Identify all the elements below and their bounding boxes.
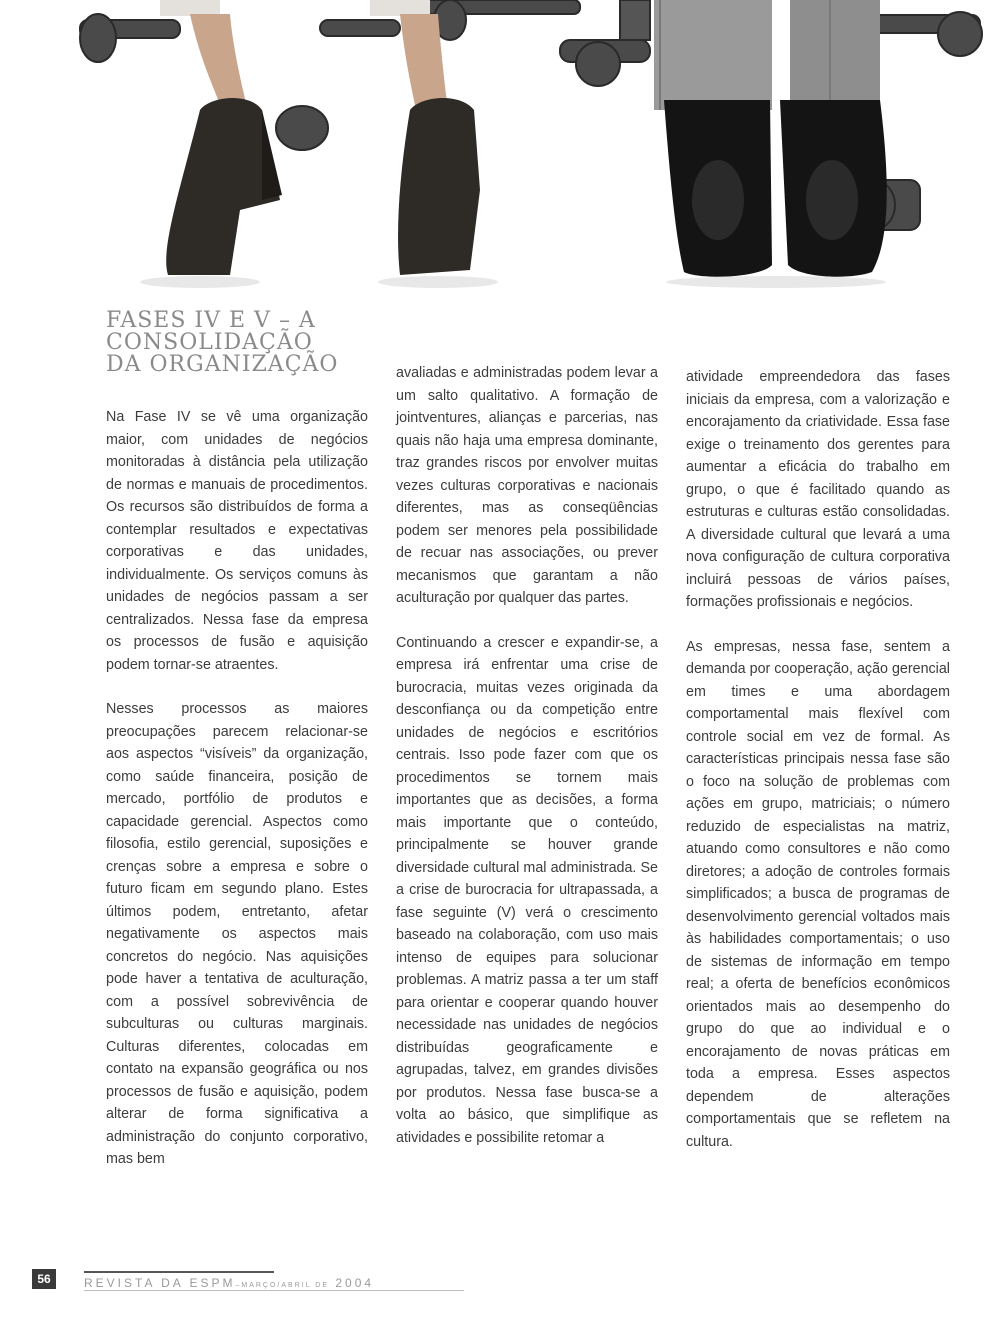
text-column-1 <box>106 406 368 1193</box>
text-column-2 <box>396 362 658 1171</box>
page-number: 56 <box>32 1269 56 1289</box>
heading-line-2: CONSOLIDAÇÃO <box>106 330 313 355</box>
heading-line-3: DA ORGANIZAÇÃO <box>106 352 339 377</box>
issue-date: –MARÇO/ABRIL DE <box>235 1282 330 1289</box>
paragraph: As empresas, nessa fase, sentem a demanda por cooperação, ação gerencial em times e uma abordagem comportamental mais flexível com controle social em vez de formal. As características principais nessa fase são o foco na solução de problemas com ações em grupo, matriciais; o número reduzido de especialistas na matriz, atuando como consultores e não como diretores; a adoção de controles formais simplificados; a busca de programas de desenvolvimento gerencial voltados mais às habilidades comportamentais; o uso de sistemas de informação em tempo real; a oferta de benefícios econômicos orientados mais ao desempenho do grupo do que ao individual e o encorajamento de novas práticas em toda a empresa. Esses aspectos dependem de alterações comportamentais que se refletem na cultura. <box>686 638 950 1150</box>
issue-year: 2004 <box>335 1276 375 1290</box>
magazine-info <box>84 1276 374 1290</box>
paragraph: Nesses processos as maiores preocupações parecem relacionar-se aos aspectos “visíveis” da organização, como saúde financeira, posição de mercado, portfólio de produtos e capacidade gerencial. Aspectos como filosofia, estilo gerencial, suposições e crenças sobre a empresa e sobre o futuro ficam em segundo plano. Estes últimos podem, entretanto, afetar negativamente os aspectos mais concretos do negócio. Nas aquisições pode haver a tentativa de aculturação, com a possível sobrevivência de subculturas ou culturas marginais. Culturas diferentes, colocadas em contato na expansão geográfica ou nos processos de fusão e aquisição, podem alterar de forma significativa a administração do conjunto corporativo, mas bem <box>106 701 368 1167</box>
footer-underline <box>84 1290 464 1291</box>
text-column-3 <box>686 366 950 1175</box>
heading-line-1: FASES IV E V – A <box>106 308 316 333</box>
paragraph: Continuando a crescer e expandir-se, a empresa irá enfrentar uma crise de burocracia, muitas vezes originada da desconfiança ou da competição entre unidades de negócios e escritórios centrais. Isso pode fazer com que os procedimentos se tornem mais importantes que as decisões, a forma mais importante que o conteúdo, principalmente se houver grande diversidade cultural mal administrada. Se a crise de burocracia for ultrapassada, a fase seguinte (V) verá o crescimento baseado na colaboração, com uso mais intenso de equipes para solucionar problemas. A matriz passa a ter um staff para orientar e cooperar quando houver necessidade nas unidades de negócios distribuídas geograficamente e agrupadas, talvez, em grandes divisões por produtos. Nessa fase busca-se a volta ao básico, que simplifique as atividades e possibilite retomar a <box>396 634 658 1146</box>
paragraph: avaliadas e administradas podem levar a um salto qualitativo. A formação de jointventures, alianças e parcerias, nas quais não haja uma empresa dominante, traz grandes riscos por envolver muitas vezes culturas corporativas e nacionais diferentes, mas as conseqüências podem ser menores pela possibilidade de recuar nas associações, ou prever mecanismos que garantam a não aculturação por qualquer das partes. <box>396 365 658 606</box>
paragraph: atividade empreendedora das fases iniciais da empresa, com a valorização e encorajamento da criatividade. Essa fase exige o treinamento dos gerentes para aumentar a eficácia do trabalho em grupo, o que é facilitado quando as estruturas e culturas estão consolidadas. A diversidade cultural que levará a uma nova configuração de cultura corporativa incluirá pessoas de vários países, formações profissionais e negócios. <box>686 369 950 610</box>
footer-rule <box>84 1271 274 1273</box>
section-heading <box>106 310 356 376</box>
paragraph: Na Fase IV se vê uma organização maior, com unidades de negócios monitoradas à distância pela utilização de normas e manuais de procedimentos. Os recursos são distribuídos de forma a contemplar resultados e expectativas corporativas e das unidades, individualmente. Os serviços comuns às unidades de negócios passam a ser centralizados. Nessa fase da empresa os processos de fusão e aquisição podem tornar-se atraentes. <box>106 409 368 673</box>
shoes-photo <box>0 0 994 290</box>
magazine-title: REVISTA DA ESPM <box>84 1276 236 1290</box>
